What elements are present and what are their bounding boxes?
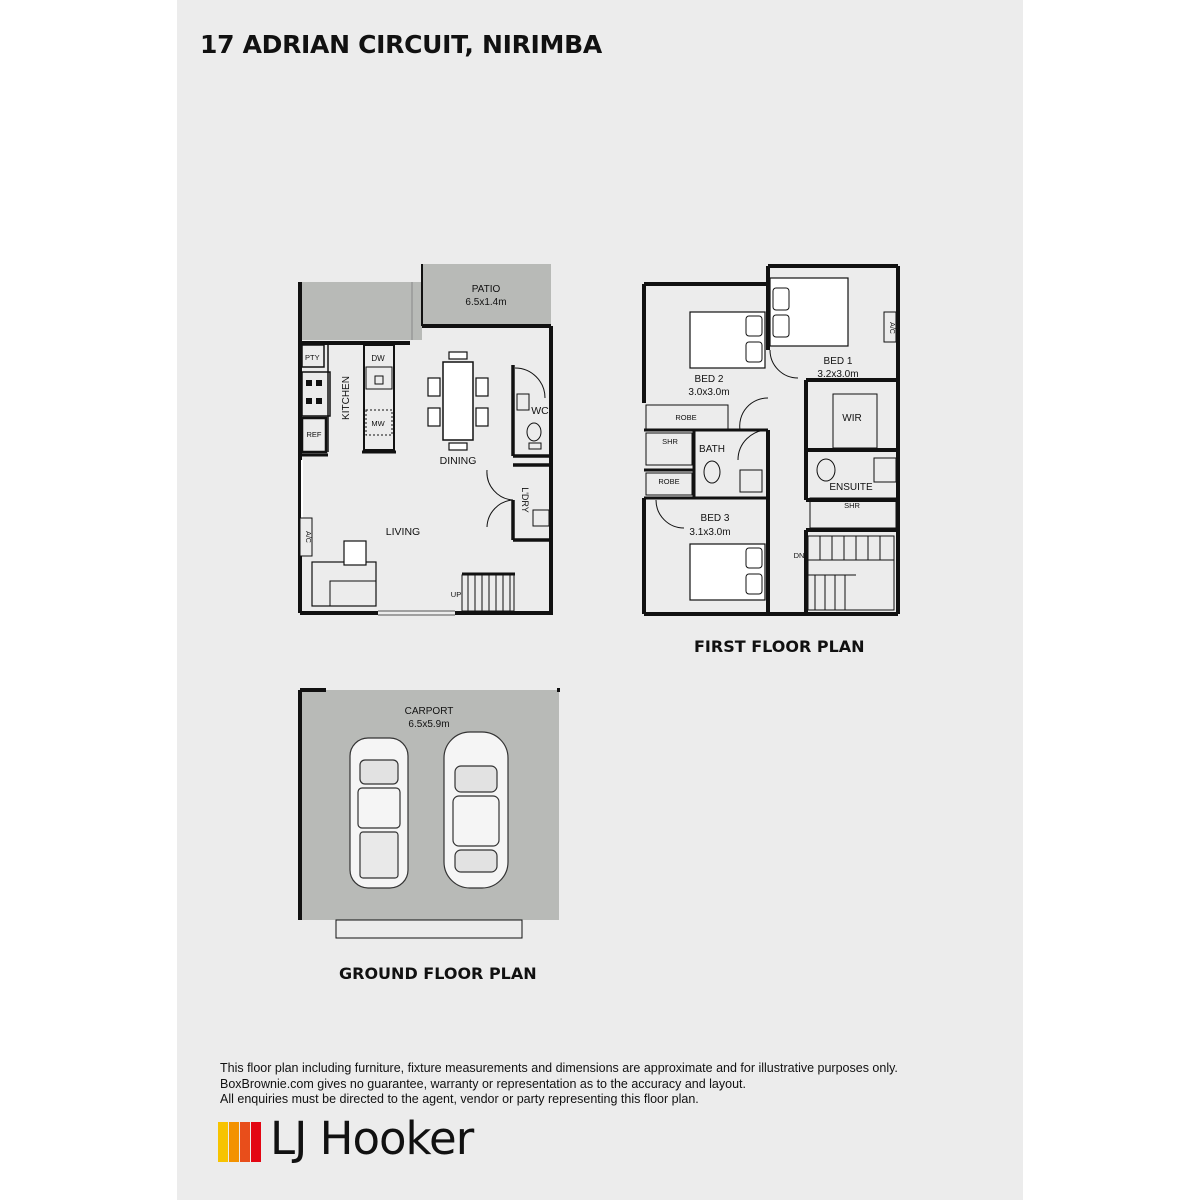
bed3-size: 3.1x3.0m — [689, 527, 731, 538]
stairs-down-label: DN — [793, 551, 805, 560]
bed1-label: BED 1 — [823, 356, 853, 367]
ground-floor-plan-title: GROUND FLOOR PLAN — [339, 964, 537, 983]
patio-area — [422, 264, 551, 326]
patio-label: PATIO — [471, 284, 501, 295]
lj-hooker-logo-mark — [218, 1118, 264, 1166]
disclaimer-line: This floor plan including furniture, fixture measurements and dimensions are approximate and for illustrative purposes only. — [220, 1061, 898, 1075]
robe-label: ROBE — [675, 413, 697, 422]
patio-left-area — [301, 282, 422, 340]
first-floor-plan — [644, 266, 898, 614]
first-ac-label: A/C — [888, 322, 895, 334]
bath-label: BATH — [699, 444, 725, 455]
patio-size: 6.5x1.4m — [465, 297, 507, 308]
ensuite-label: ENSUITE — [829, 482, 873, 493]
ground-ac-label: A/C — [304, 531, 311, 543]
car-sedan — [444, 732, 508, 888]
bed2-label: BED 2 — [694, 374, 724, 385]
carport-plan — [300, 690, 560, 938]
car-ute — [350, 738, 408, 888]
bed1-size: 3.2x3.0m — [817, 369, 859, 380]
dining-label: DINING — [439, 455, 477, 467]
page-title: 17 ADRIAN CIRCUIT, NIRIMBA — [200, 30, 602, 59]
brand-name: LJ Hooker — [270, 1112, 474, 1165]
living-label: LIVING — [385, 526, 421, 538]
microwave-label: MW — [371, 419, 385, 428]
robe2-label: ROBE — [658, 477, 680, 486]
kitchen-label: KITCHEN — [341, 376, 352, 420]
pantry-label: PTY — [305, 353, 320, 362]
first-floor-plan-title: FIRST FLOOR PLAN — [694, 637, 865, 656]
bath-shower-label: SHR — [662, 437, 678, 446]
ground-floor-plan — [300, 264, 553, 615]
carport-size: 6.5x5.9m — [408, 719, 450, 730]
dishwasher-label: DW — [371, 354, 385, 363]
stairs-up-label: UP — [450, 590, 462, 599]
disclaimer-line: BoxBrownie.com gives no guarantee, warranty or representation as to the accuracy and layout. — [220, 1076, 746, 1091]
fridge-label: REF — [306, 430, 322, 439]
ensuite-shower-label: SHR — [844, 501, 860, 510]
wir-label: WIR — [842, 413, 862, 424]
disclaimer — [220, 1061, 898, 1108]
wc-label: WC — [531, 405, 549, 417]
carport-label: CARPORT — [404, 706, 454, 717]
disclaimer-line: All enquiries must be directed to the agent, vendor or party representing this floor plan. — [220, 1092, 699, 1106]
bed3-label: BED 3 — [700, 513, 730, 524]
laundry-label: L'DRY — [520, 487, 530, 513]
bed2-size: 3.0x3.0m — [688, 387, 730, 398]
